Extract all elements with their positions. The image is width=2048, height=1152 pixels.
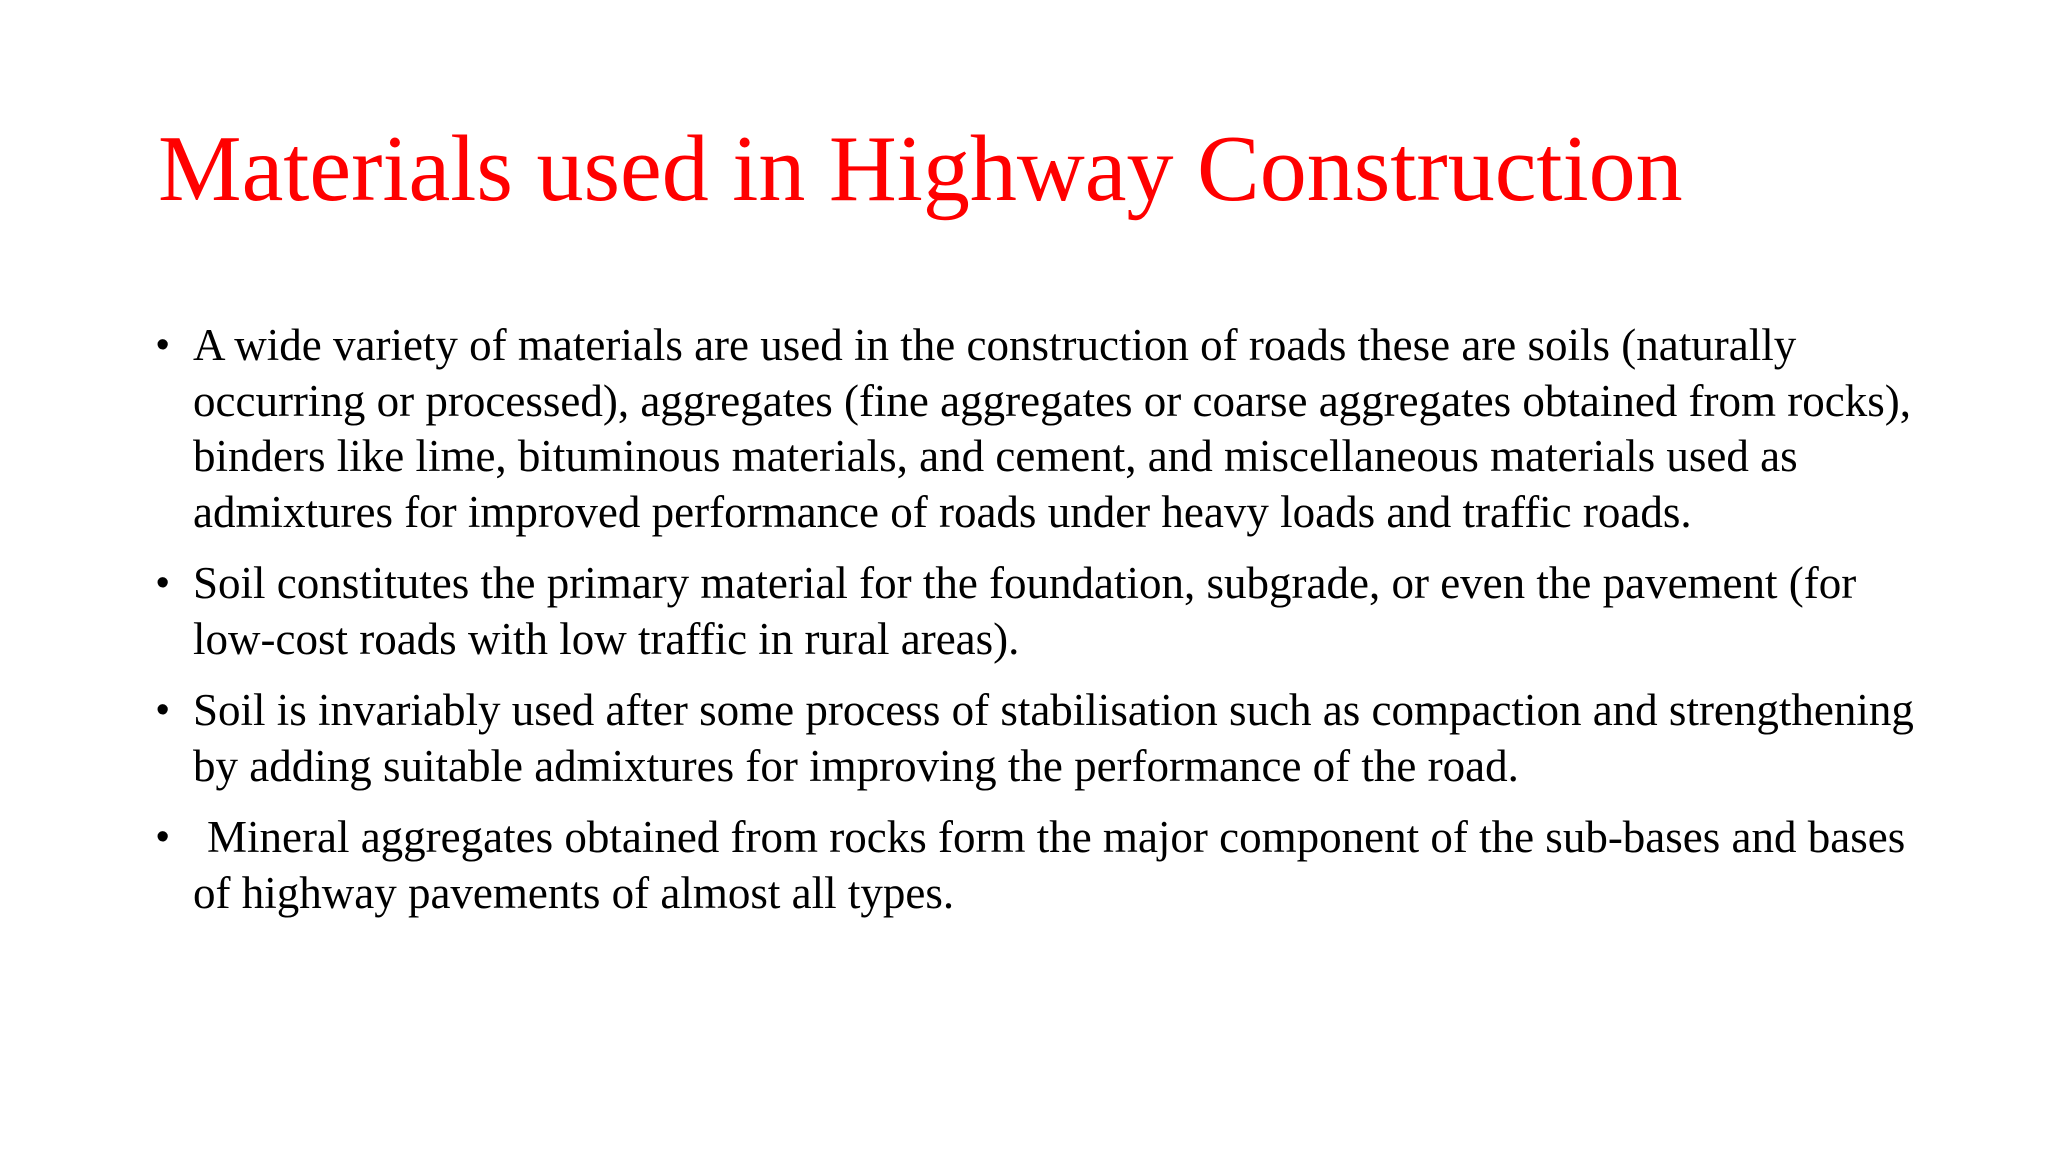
bullet-dot-icon: •: [156, 689, 170, 731]
bullet-item: [156, 810, 1916, 921]
bullet-item: [156, 556, 1916, 667]
bullet-text: Soil is invariably used after some process of stabilisation such as compaction and strengthening by adding suitable admixtures for improving the performance of the road.: [193, 685, 1914, 791]
slide-title: Materials used in Highway Construction: [158, 117, 1683, 221]
bullet-item: [156, 318, 1916, 540]
bullet-dot-icon: •: [156, 324, 170, 366]
bullet-text: Soil constitutes the primary material for the foundation, subgrade, or even the pavement (for low-cost roads with low traffic in rural areas).: [193, 558, 1857, 664]
bullet-text: A wide variety of materials are used in the construction of roads these are soils (naturally occurring or processed), aggregates (fine aggregates or coarse aggregates obtained from rocks), binders like lime, bituminous materials, and cement, and miscellaneous materials used as admixtures for improved performance of roads under heavy loads and traffic roads.: [193, 320, 1911, 537]
bullet-list: [156, 318, 1916, 937]
bullet-item: [156, 683, 1916, 794]
bullet-dot-icon: •: [156, 562, 170, 604]
bullet-text: Mineral aggregates obtained from rocks form the major component of the sub-bases and bases of highway pavements of almost all types.: [193, 812, 1906, 918]
bullet-dot-icon: •: [156, 816, 170, 858]
